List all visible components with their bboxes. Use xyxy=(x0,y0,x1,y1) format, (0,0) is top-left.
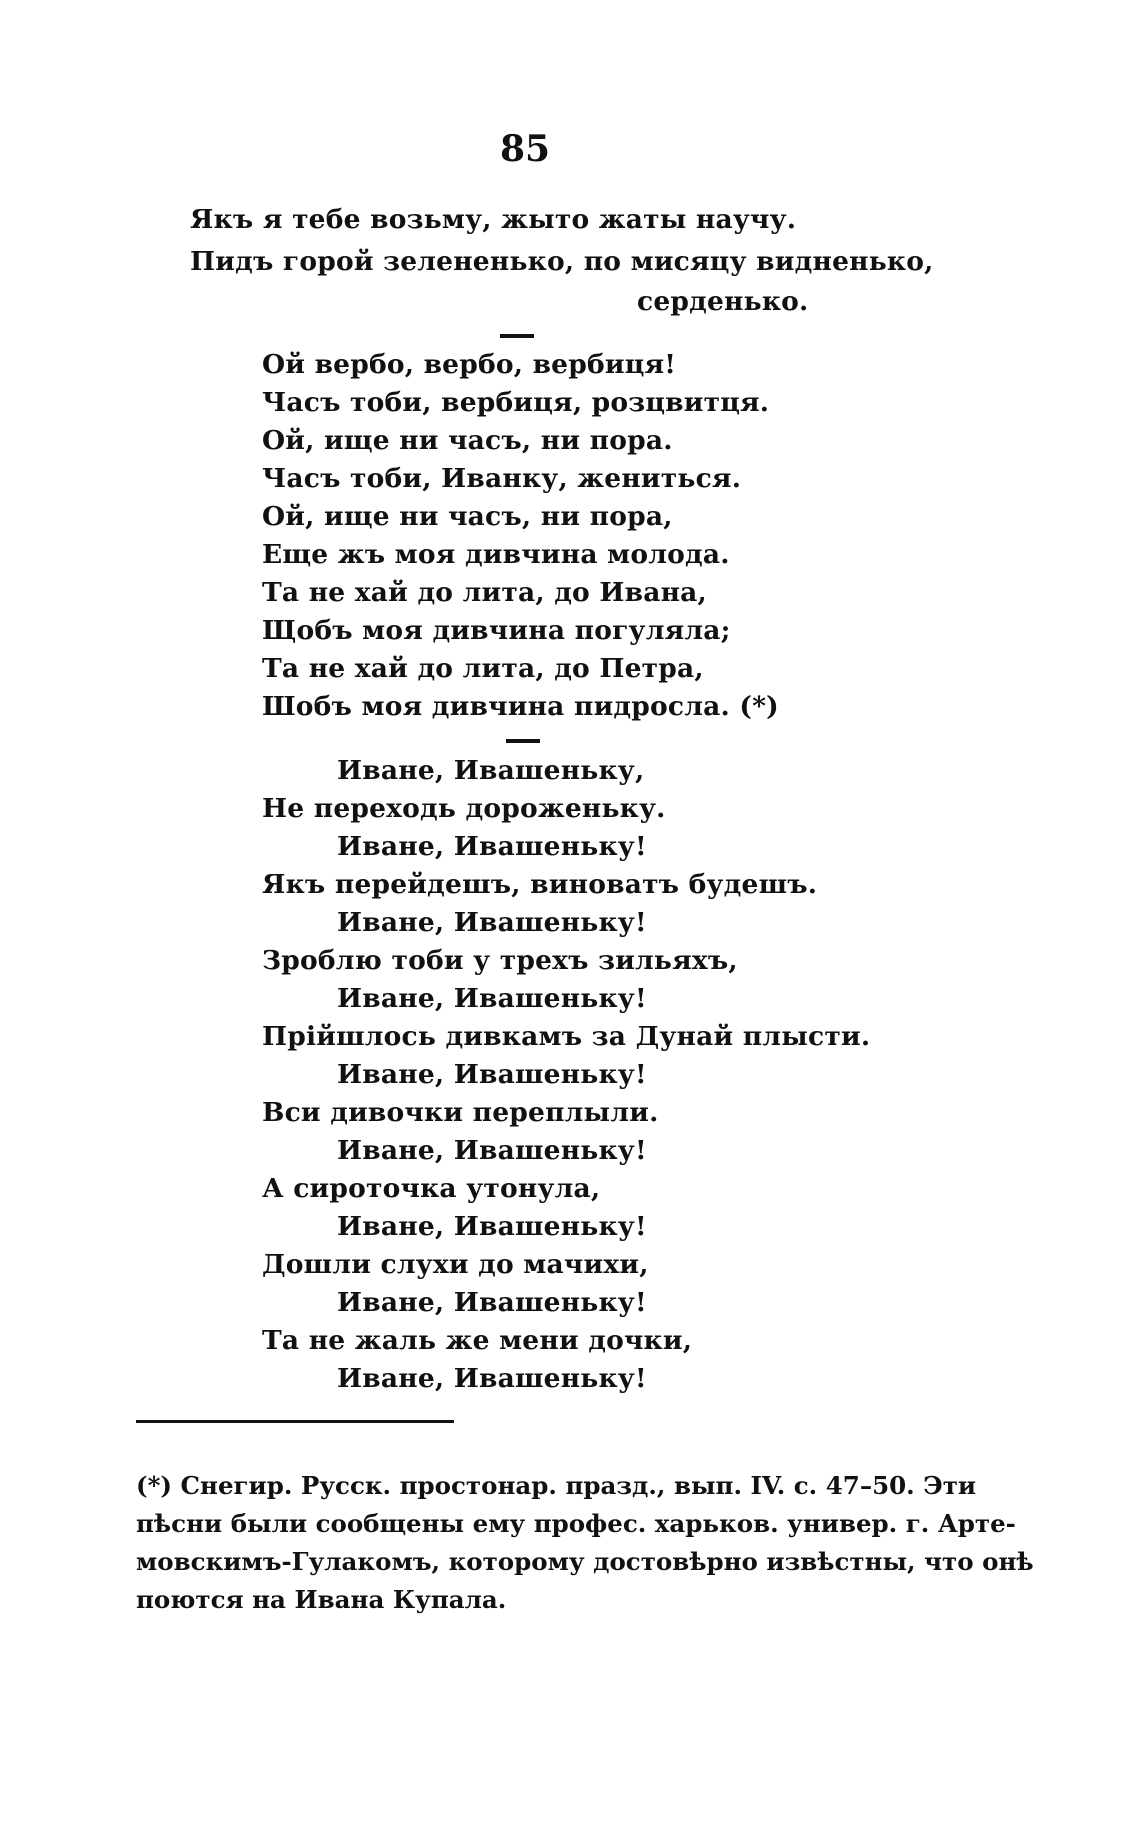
verse-line: Не переходь дороженьку. xyxy=(262,793,666,824)
refrain-line: Иване, Ивашеньку! xyxy=(337,1059,647,1090)
page-number: 85 xyxy=(499,128,551,170)
refrain-line: Иване, Ивашеньку! xyxy=(337,1135,647,1166)
verse-line: Шобъ моя дивчина пидросла. (*) xyxy=(262,691,779,722)
section-separator xyxy=(500,334,534,338)
verse-line: Часъ тоби, вербиця, розцвитця. xyxy=(262,387,770,418)
verse-line: Ой вербо, вербо, вербиця! xyxy=(262,349,677,380)
refrain-line: Иване, Ивашеньку! xyxy=(337,907,647,938)
verse-line: Еще жъ моя дивчина молода. xyxy=(262,539,730,570)
footnote-line: (*) Снегир. Русск. простонар. празд., вып. IV. с. 47–50. Эти xyxy=(136,1471,977,1500)
footnote-line: поются на Ивана Купала. xyxy=(136,1585,507,1614)
verse-line: Дошли слухи до мачихи, xyxy=(262,1249,649,1280)
verse-line: Часъ тоби, Иванку, жениться. xyxy=(262,463,742,494)
refrain-line: Иване, Ивашеньку! xyxy=(337,1363,647,1394)
footnote-line: пѣсни были сообщены ему профес. харьков. унивeр. г. Арте- xyxy=(136,1509,1016,1538)
verse-line: Ой, ище ни часъ, ни пора, xyxy=(262,501,673,532)
verse-line: А сироточка утонула, xyxy=(262,1173,601,1204)
footnote-line: мовскимъ-Гулакомъ, которому достовѣрно извѣстны, что онѣ xyxy=(136,1547,1034,1576)
verse-line: Якъ перейдешъ, виноватъ будешъ. xyxy=(262,869,818,900)
footnote-rule xyxy=(136,1420,454,1423)
refrain-line: Иване, Ивашеньку, xyxy=(337,755,645,786)
section-separator xyxy=(506,739,540,743)
verse-line: Прійшлось дивкамъ за Дунай плысти. xyxy=(262,1021,871,1052)
intro-line-1: Якъ я тебе возьму, жыто жаты научу. xyxy=(190,204,797,235)
refrain-line: Иване, Ивашеньку! xyxy=(337,983,647,1014)
verse-line: Вси дивочки переплыли. xyxy=(262,1097,659,1128)
verse-line: Зроблю тоби у трехъ зильяхъ, xyxy=(262,945,738,976)
refrain-line: Иване, Ивашеньку! xyxy=(337,831,647,862)
verse-line: Щобъ моя дивчина погуляла; xyxy=(262,615,731,646)
refrain-line: Иване, Ивашеньку! xyxy=(337,1287,647,1318)
intro-line-3: серденько. xyxy=(637,286,809,317)
verse-line: Ой, ище ни часъ, ни пора. xyxy=(262,425,673,456)
intro-line-2: Пидъ горой зелененько, по мисяцу видненько, xyxy=(190,246,934,277)
refrain-line: Иване, Ивашеньку! xyxy=(337,1211,647,1242)
verse-line: Та не хай до лита, до Петра, xyxy=(262,653,704,684)
verse-line: Та не жаль же мени дочки, xyxy=(262,1325,693,1356)
verse-line: Та не хай до лита, до Ивана, xyxy=(262,577,707,608)
